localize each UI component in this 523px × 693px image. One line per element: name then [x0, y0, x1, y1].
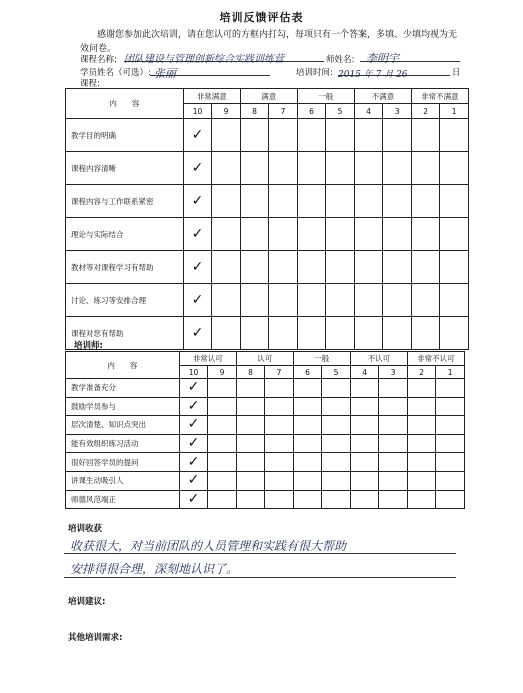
training-suggestions-label: 培训建议:	[68, 597, 106, 607]
rating-cell[interactable]	[350, 453, 379, 472]
rating-cell[interactable]	[322, 416, 351, 435]
rating-cell[interactable]	[293, 490, 322, 509]
table-row	[66, 251, 469, 284]
check-mark-icon: ✓	[191, 291, 204, 308]
gains-rule-1	[64, 553, 456, 554]
rating-cell[interactable]	[383, 152, 412, 185]
rating-cell[interactable]	[440, 218, 469, 251]
rating-cell[interactable]	[322, 397, 351, 416]
rating-cell[interactable]	[407, 379, 436, 398]
score-header: 10	[183, 104, 212, 119]
rating-cell[interactable]	[269, 251, 298, 284]
rating-cell[interactable]	[240, 152, 269, 185]
rating-cell[interactable]	[212, 152, 241, 185]
rating-cell[interactable]	[240, 218, 269, 251]
rating-cell[interactable]	[326, 185, 355, 218]
table-row	[66, 317, 469, 350]
check-mark-icon: ✓	[187, 435, 200, 452]
rating-cell[interactable]	[269, 284, 298, 317]
rating-group-header: 非常不满意	[411, 89, 468, 104]
rating-cell[interactable]	[411, 284, 440, 317]
rating-group-header: 不满意	[354, 89, 411, 104]
rating-cell[interactable]	[179, 453, 208, 472]
table-row	[66, 453, 465, 472]
training-gains-line-2: 安排得很合理，深刻地认识了。	[70, 562, 239, 576]
rating-cell[interactable]	[354, 185, 383, 218]
rating-cell[interactable]	[411, 251, 440, 284]
rating-cell[interactable]	[383, 119, 412, 152]
rating-cell[interactable]	[411, 317, 440, 350]
criterion-label: 讲课生动吸引人	[66, 471, 180, 490]
rating-cell[interactable]	[350, 397, 379, 416]
course-evaluation-table	[65, 88, 469, 350]
score-header: 5	[322, 366, 351, 379]
trainer-name-label: 师姓名:	[326, 55, 355, 65]
table-row	[66, 416, 465, 435]
rating-cell[interactable]	[411, 152, 440, 185]
rating-cell[interactable]	[236, 379, 265, 398]
rating-cell[interactable]	[208, 490, 237, 509]
rating-cell[interactable]	[383, 185, 412, 218]
criterion-label: 理论与实际结合	[66, 218, 184, 251]
rating-cell[interactable]	[212, 284, 241, 317]
trainer-name-field[interactable]	[360, 47, 460, 65]
table-row	[66, 434, 465, 453]
check-mark-icon: ✓	[191, 258, 204, 275]
rating-cell[interactable]	[297, 218, 326, 251]
content-header: 内 容	[66, 89, 184, 119]
rating-cell[interactable]	[297, 251, 326, 284]
rating-cell[interactable]	[265, 434, 294, 453]
score-header: 2	[411, 104, 440, 119]
table-row	[66, 471, 465, 490]
rating-cell[interactable]	[183, 218, 212, 251]
rating-cell[interactable]	[240, 119, 269, 152]
rating-cell[interactable]	[212, 317, 241, 350]
rating-cell[interactable]	[354, 218, 383, 251]
score-header: 3	[383, 104, 412, 119]
rating-cell[interactable]	[208, 434, 237, 453]
rating-cell[interactable]	[379, 434, 408, 453]
score-header: 8	[236, 366, 265, 379]
rating-cell[interactable]	[436, 397, 465, 416]
rating-cell[interactable]	[411, 185, 440, 218]
course-name-label: 课程名称:	[80, 55, 117, 65]
rating-cell[interactable]	[212, 185, 241, 218]
rating-cell[interactable]	[326, 317, 355, 350]
score-header: 4	[354, 104, 383, 119]
rating-cell[interactable]	[293, 379, 322, 398]
rating-cell[interactable]	[436, 434, 465, 453]
rating-cell[interactable]	[322, 379, 351, 398]
rating-cell[interactable]	[383, 284, 412, 317]
rating-cell[interactable]	[236, 397, 265, 416]
rating-cell[interactable]	[440, 284, 469, 317]
gains-rule-2	[64, 577, 456, 578]
rating-cell[interactable]	[212, 218, 241, 251]
rating-cell[interactable]	[297, 317, 326, 350]
rating-cell[interactable]	[379, 490, 408, 509]
criterion-label: 层次清楚、知识点突出	[66, 416, 180, 435]
rating-cell[interactable]	[208, 416, 237, 435]
rating-cell[interactable]	[322, 471, 351, 490]
rating-cell[interactable]	[212, 119, 241, 152]
criterion-label: 课程对您有帮助	[66, 317, 184, 350]
check-mark-icon: ✓	[187, 490, 200, 507]
rating-cell[interactable]	[293, 434, 322, 453]
check-mark-icon: ✓	[187, 472, 200, 489]
rating-group-header: 非常认可	[179, 352, 236, 366]
student-name-label: 学员姓名（可选）:	[80, 68, 151, 78]
criterion-label: 师德风范端正	[66, 490, 180, 509]
rating-cell[interactable]	[383, 317, 412, 350]
check-mark-icon: ✓	[191, 324, 204, 341]
rating-cell[interactable]	[354, 119, 383, 152]
table-row	[66, 218, 469, 251]
score-header: 10	[179, 366, 208, 379]
rating-cell[interactable]	[326, 251, 355, 284]
rating-cell[interactable]	[354, 251, 383, 284]
score-header: 1	[440, 104, 469, 119]
rating-cell[interactable]	[379, 453, 408, 472]
rating-cell[interactable]	[236, 471, 265, 490]
rating-cell[interactable]	[183, 119, 212, 152]
rating-cell[interactable]	[269, 185, 298, 218]
training-date-label: 培训时间:	[296, 68, 333, 78]
rating-cell[interactable]	[265, 490, 294, 509]
rating-cell[interactable]	[436, 453, 465, 472]
rating-cell[interactable]	[240, 284, 269, 317]
score-header: 6	[297, 104, 326, 119]
rating-group-header: 一般	[293, 352, 350, 366]
rating-cell[interactable]	[240, 185, 269, 218]
student-name-value: 张丽	[154, 67, 176, 80]
student-name-field[interactable]	[150, 62, 270, 80]
rating-cell[interactable]	[293, 416, 322, 435]
rating-cell[interactable]	[297, 185, 326, 218]
rating-cell[interactable]	[383, 218, 412, 251]
criterion-label: 课程内容与工作联系紧密	[66, 185, 184, 218]
rating-cell[interactable]	[269, 317, 298, 350]
rating-cell[interactable]	[407, 416, 436, 435]
course-name-value: 团队建设与管理创新综合实践训练营	[124, 54, 284, 65]
rating-cell[interactable]	[183, 185, 212, 218]
rating-cell[interactable]	[269, 218, 298, 251]
rating-cell[interactable]	[183, 152, 212, 185]
rating-cell[interactable]	[265, 397, 294, 416]
rating-cell[interactable]	[379, 379, 408, 398]
check-mark-icon: ✓	[191, 192, 204, 209]
rating-cell[interactable]	[436, 416, 465, 435]
rating-cell[interactable]	[179, 471, 208, 490]
rating-cell[interactable]	[350, 490, 379, 509]
rating-cell[interactable]	[208, 379, 237, 398]
rating-cell[interactable]	[326, 284, 355, 317]
rating-cell[interactable]	[269, 119, 298, 152]
rating-cell[interactable]	[350, 434, 379, 453]
criterion-label: 教材等对课程学习有帮助	[66, 251, 184, 284]
rating-cell[interactable]	[379, 471, 408, 490]
check-mark-icon: ✓	[187, 453, 200, 470]
rating-cell[interactable]	[183, 251, 212, 284]
rating-group-header: 满意	[240, 89, 297, 104]
score-header: 1	[436, 366, 465, 379]
rating-cell[interactable]	[440, 119, 469, 152]
rating-cell[interactable]	[379, 416, 408, 435]
score-header: 9	[212, 104, 241, 119]
rating-cell[interactable]	[179, 490, 208, 509]
trainer-name-value: 李明宇	[366, 52, 399, 65]
check-mark-icon: ✓	[187, 397, 200, 414]
instructions: 感谢您参加此次培训，请在您认可的方框内打勾，每项只有一个答案，多填、少填均视为无效问卷。	[80, 30, 458, 54]
rating-cell[interactable]	[407, 453, 436, 472]
score-header: 2	[407, 366, 436, 379]
trainer-section-label: 培训师:	[74, 341, 103, 351]
training-date-value: 2015 年 7 月 26	[338, 70, 408, 80]
rating-cell[interactable]	[440, 152, 469, 185]
rating-cell[interactable]	[411, 119, 440, 152]
rating-cell[interactable]	[379, 397, 408, 416]
rating-cell[interactable]	[236, 416, 265, 435]
criterion-label: 能有效组织练习活动	[66, 434, 180, 453]
rating-group-header: 认可	[236, 352, 293, 366]
rating-cell[interactable]	[293, 471, 322, 490]
rating-cell[interactable]	[436, 471, 465, 490]
rating-cell[interactable]	[236, 453, 265, 472]
criterion-label: 教学准备充分	[66, 379, 180, 398]
rating-cell[interactable]	[297, 119, 326, 152]
rating-cell[interactable]	[179, 434, 208, 453]
rating-cell[interactable]	[326, 119, 355, 152]
rating-cell[interactable]	[354, 152, 383, 185]
other-needs-label: 其他培训需求:	[68, 633, 123, 643]
table-row	[66, 490, 465, 509]
rating-cell[interactable]	[436, 490, 465, 509]
rating-cell[interactable]	[407, 471, 436, 490]
course-label-2: 课程:	[80, 79, 100, 89]
rating-cell[interactable]	[236, 490, 265, 509]
table-row	[66, 185, 469, 218]
rating-cell[interactable]	[322, 453, 351, 472]
rating-cell[interactable]	[179, 416, 208, 435]
rating-group-header: 非常满意	[183, 89, 240, 104]
rating-cell[interactable]	[350, 416, 379, 435]
course-name-field[interactable]	[124, 47, 324, 65]
table-row	[66, 397, 465, 416]
rating-cell[interactable]	[269, 152, 298, 185]
rating-group-header: 一般	[297, 89, 354, 104]
training-gains-line-1: 收获很大，对当前团队的人员管理和实践有很大帮助	[70, 539, 347, 553]
rating-cell[interactable]	[265, 453, 294, 472]
rating-cell[interactable]	[293, 397, 322, 416]
rating-cell[interactable]	[407, 397, 436, 416]
content-header: 内 容	[66, 352, 180, 379]
rating-cell[interactable]	[208, 397, 237, 416]
rating-cell[interactable]	[179, 397, 208, 416]
training-gains-label: 培训收获	[68, 524, 103, 534]
rating-cell[interactable]	[236, 434, 265, 453]
criterion-label: 课程内容清晰	[66, 152, 184, 185]
rating-cell[interactable]	[440, 251, 469, 284]
score-header: 9	[208, 366, 237, 379]
rating-cell[interactable]	[208, 453, 237, 472]
rating-cell[interactable]	[322, 490, 351, 509]
trainer-evaluation-table	[65, 351, 465, 509]
rating-cell[interactable]	[322, 434, 351, 453]
table-row	[66, 152, 469, 185]
rating-cell[interactable]	[183, 284, 212, 317]
check-mark-icon: ✓	[191, 225, 204, 242]
score-header: 5	[326, 104, 355, 119]
score-header: 6	[293, 366, 322, 379]
rating-cell[interactable]	[208, 471, 237, 490]
table-row	[66, 284, 469, 317]
rating-cell[interactable]	[212, 251, 241, 284]
table-row	[66, 119, 469, 152]
form-title: 培训反馈评估表	[219, 11, 304, 24]
check-mark-icon: ✓	[191, 159, 204, 176]
criterion-label: 鼓励学员参与	[66, 397, 180, 416]
rating-cell[interactable]	[354, 317, 383, 350]
rating-cell[interactable]	[436, 379, 465, 398]
rating-cell[interactable]	[326, 152, 355, 185]
rating-cell[interactable]	[411, 218, 440, 251]
rating-group-header: 不认可	[350, 352, 407, 366]
score-header: 8	[240, 104, 269, 119]
score-header: 3	[379, 366, 408, 379]
rating-cell[interactable]	[240, 317, 269, 350]
score-header: 7	[265, 366, 294, 379]
check-mark-icon: ✓	[187, 379, 200, 396]
rating-cell[interactable]	[297, 152, 326, 185]
rating-cell[interactable]	[407, 434, 436, 453]
criterion-label: 讨论、练习等安排合理	[66, 284, 184, 317]
training-date-field[interactable]	[338, 62, 450, 80]
criterion-label: 很好回答学员的提问	[66, 453, 180, 472]
rating-cell[interactable]	[293, 453, 322, 472]
check-mark-icon: ✓	[187, 416, 200, 433]
rating-cell[interactable]	[265, 379, 294, 398]
rating-cell[interactable]	[240, 251, 269, 284]
rating-cell[interactable]	[407, 490, 436, 509]
check-mark-icon: ✓	[191, 126, 204, 143]
score-header: 7	[269, 104, 298, 119]
rating-cell[interactable]	[265, 416, 294, 435]
rating-cell[interactable]	[265, 471, 294, 490]
training-date-suffix: 日	[452, 68, 461, 78]
rating-cell[interactable]	[326, 218, 355, 251]
criterion-label: 教学目的明确	[66, 119, 184, 152]
rating-cell[interactable]	[354, 284, 383, 317]
rating-group-header: 非常不认可	[407, 352, 464, 366]
rating-cell[interactable]	[297, 284, 326, 317]
rating-cell[interactable]	[440, 185, 469, 218]
score-header: 4	[350, 366, 379, 379]
rating-cell[interactable]	[350, 379, 379, 398]
table-row	[66, 379, 465, 398]
rating-cell[interactable]	[350, 471, 379, 490]
rating-cell[interactable]	[183, 317, 212, 350]
rating-cell[interactable]	[440, 317, 469, 350]
rating-cell[interactable]	[179, 379, 208, 398]
rating-cell[interactable]	[383, 251, 412, 284]
